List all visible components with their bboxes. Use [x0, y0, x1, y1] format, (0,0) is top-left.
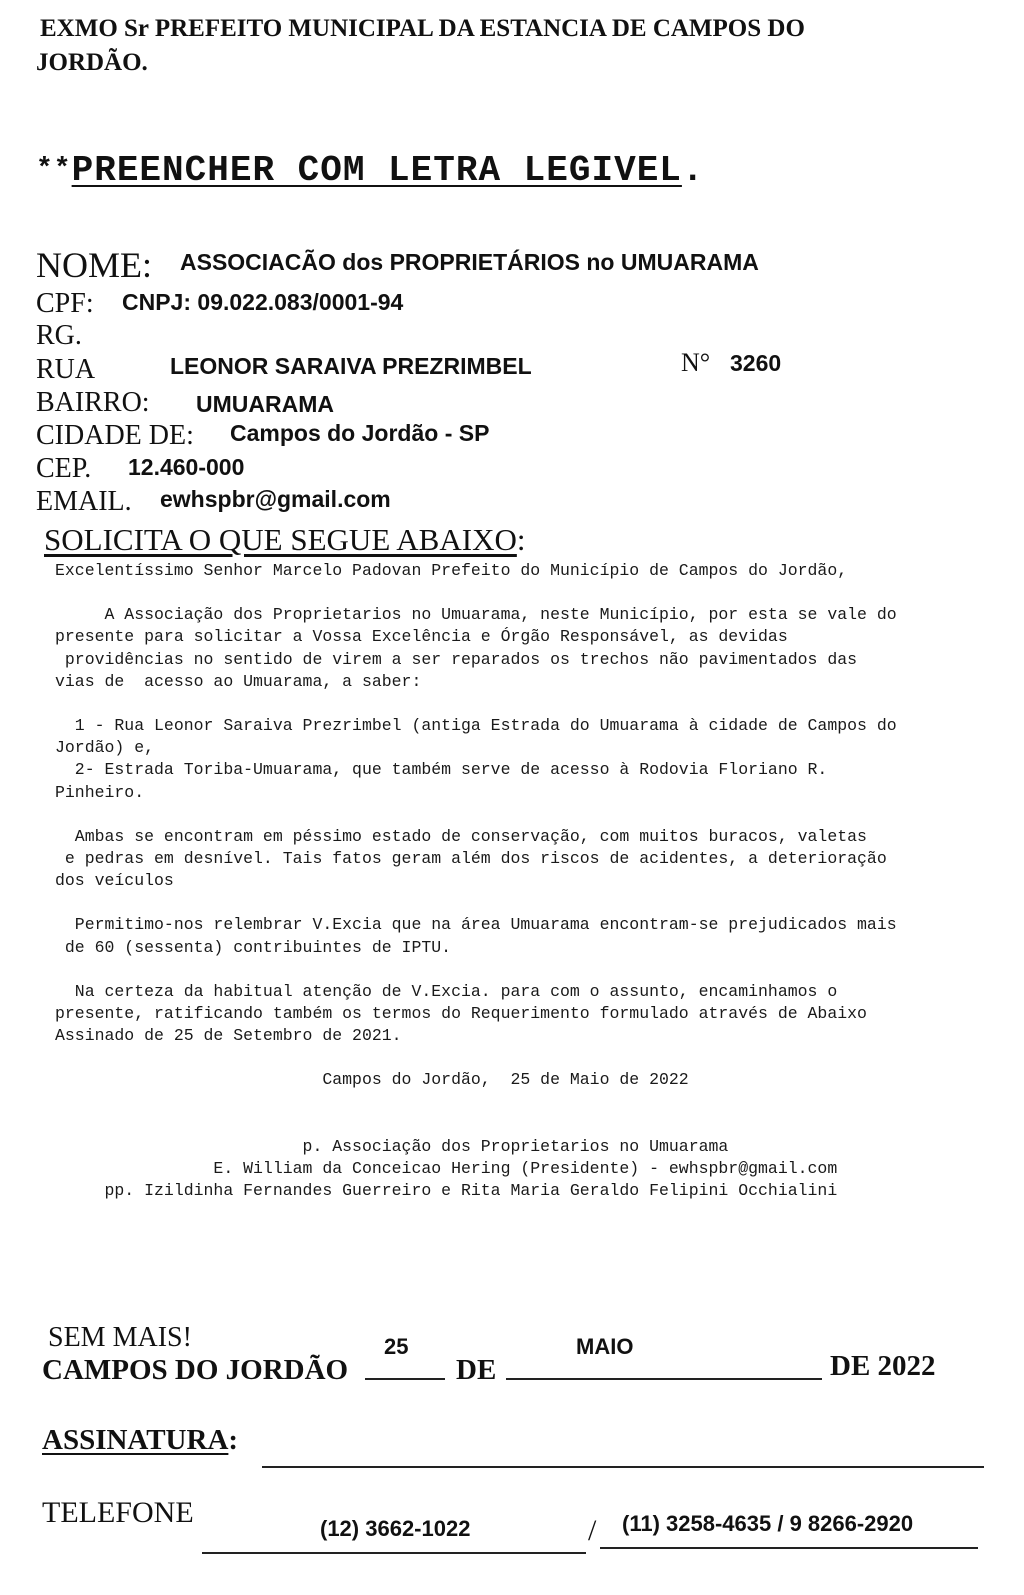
legibility-notice — [36, 150, 705, 191]
signature-line-3: pp. Izildinha Fernandes Guerreiro e Rita Maria Geraldo Felipini Occhialini — [55, 1181, 838, 1201]
day-underline — [365, 1378, 445, 1380]
phone-1-underline — [202, 1552, 586, 1554]
letter-items: 1 - Rua Leonor Saraiva Prezrimbel (antiga Estrada do Umuarama à cidade de Campos do Jordão) e, 2- Estrada Toriba-Umuarama, que também serve de acesso à Rodovia Floriano R. Pinheiro. — [55, 716, 897, 802]
letter-greeting: Excelentíssimo Senhor Marcelo Padovan Prefeito do Município de Campos do Jordão, — [55, 561, 848, 580]
notice-text: PREENCHER COM LETRA LEGIVEL — [71, 150, 682, 191]
rua-value: LEONOR SARAIVA PREZRIMBEL — [170, 353, 532, 379]
addressee-line-2: JORDÃO. — [36, 49, 148, 76]
rua-label: RUA — [36, 354, 96, 385]
cep-label: CEP. — [36, 453, 92, 484]
letter-paragraph-4: Na certeza da habitual atenção de V.Excia. para com o assunto, encaminhamos o presente, ratificando também os termos do Requerimento formulado através de Abaixo Assinado de 25 de Setembro de 2021. — [55, 981, 867, 1046]
email-value: ewhspbr@gmail.com — [160, 486, 391, 512]
year-label: DE 2022 — [830, 1350, 936, 1382]
addressee-line-1: EXMO Sr PREFEITO MUNICIPAL DA ESTANCIA DE CAMPOS DO — [40, 15, 805, 42]
rg-label: RG. — [36, 320, 82, 351]
phone-2-underline — [600, 1547, 978, 1549]
signature-label — [42, 1424, 238, 1457]
letter-body — [55, 560, 1015, 1202]
month-value: MAIO — [576, 1334, 634, 1359]
letter-paragraph-3: Permitimo-nos relembrar V.Excia que na área Umuarama encontram-se prejudicados mais de 60 (sessenta) contribuintes de IPTU. — [64, 915, 897, 957]
de-label: DE — [456, 1354, 497, 1386]
email-label: EMAIL. — [36, 486, 132, 517]
signature-line-2: E. William da Conceicao Hering (Presidente) - ewhspbr@gmail.com — [55, 1158, 838, 1178]
cep-value: 12.460-000 — [128, 454, 245, 480]
letter-paragraph-2: Ambas se encontram em péssimo estado de conservação, com muitos buracos, valetas e pedras em desnível. Tais fatos geram além dos riscos de acidentes, a deterioração dos veículos — [55, 826, 887, 891]
nome-label: NOME: — [36, 245, 152, 285]
letter-paragraph-1: A Associação dos Proprietarios no Umuarama, neste Município, por esta se vale do presente para solicitar a Vossa Excelência e Órgão Responsável, as devidas providências no sentido de virem a ser reparados os trechos não pavimentados das vias de acesso ao Umuarama, a saber: — [55, 605, 897, 691]
city-date-label: CAMPOS DO JORDÃO — [42, 1354, 349, 1386]
signature-label-colon: : — [228, 1424, 239, 1456]
request-heading — [44, 522, 525, 558]
telefone-2: (11) 3258-4635 / 9 8266-2920 — [622, 1511, 914, 1536]
nome-value: ASSOCIACÃO dos PROPRIETÁRIOS no UMUARAMA — [180, 249, 759, 275]
signature-line-1: p. Associação dos Proprietarios no Umuarama — [55, 1136, 729, 1156]
request-heading-colon: : — [516, 522, 526, 557]
request-heading-text: SOLICITA O QUE SEGUE ABAIXO — [44, 522, 517, 557]
cidade-value: Campos do Jordão - SP — [230, 420, 490, 446]
numero-value: 3260 — [730, 350, 782, 376]
day-value: 25 — [384, 1334, 409, 1359]
addressee-header — [36, 12, 940, 80]
signature-underline — [262, 1466, 984, 1468]
bairro-label: BAIRRO: — [36, 387, 150, 418]
telefone-label: TELEFONE — [42, 1496, 194, 1529]
cpf-value: CNPJ: 09.022.083/0001-94 — [122, 289, 404, 315]
cpf-label: CPF: — [36, 288, 94, 319]
numero-label: N° — [681, 348, 711, 377]
telefone-1: (12) 3662-1022 — [320, 1516, 471, 1541]
notice-dot: . — [681, 150, 705, 191]
bairro-value: UMUARAMA — [196, 391, 334, 417]
cidade-label: CIDADE DE: — [36, 420, 194, 451]
phone-separator: / — [588, 1514, 597, 1547]
sem-mais: SEM MAIS! — [48, 1322, 192, 1353]
notice-stars: ** — [36, 154, 72, 185]
month-underline — [506, 1378, 822, 1380]
signature-label-text: ASSINATURA — [42, 1424, 229, 1456]
letter-date: Campos do Jordão, 25 de Maio de 2022 — [55, 1070, 689, 1090]
